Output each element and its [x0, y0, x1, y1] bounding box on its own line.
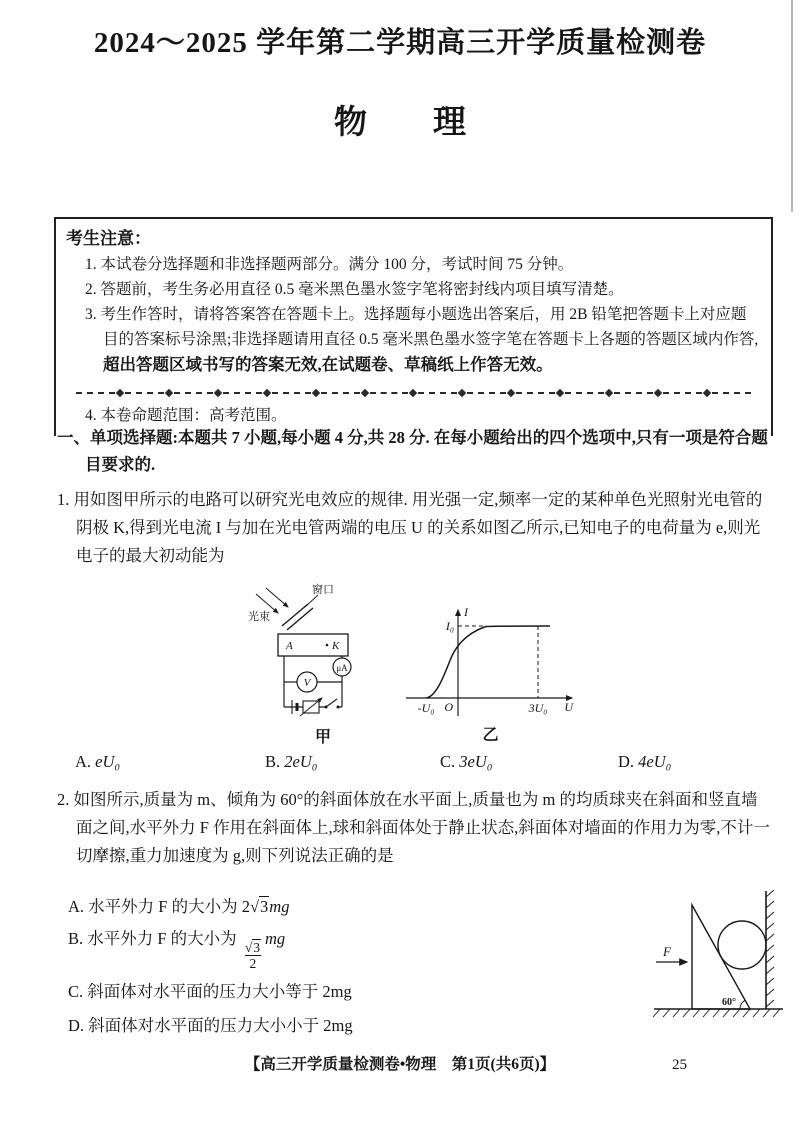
option-formula: 2eU₀	[284, 752, 318, 771]
notice-box	[54, 217, 773, 436]
angle-arc	[740, 1000, 745, 1009]
option-text: D. 斜面体对水平面的压力大小小于 2mg	[68, 1016, 353, 1035]
page-footer: 【高三开学质量检测卷•物理 第1页(共6页)】	[244, 1056, 556, 1073]
notice-item-4: 4. 本卷命题范围：高考范围。	[85, 407, 287, 424]
seal-diamond-icon	[409, 389, 417, 397]
u-axis-label: U	[564, 700, 573, 714]
option-formula: mg	[269, 897, 290, 916]
seal-diamond-icon	[214, 389, 222, 397]
q1-option-D	[618, 752, 671, 772]
seal-diamond-icon	[360, 389, 368, 397]
wedge-diagram	[652, 883, 787, 1029]
q1-option-A	[75, 752, 120, 772]
seal-dash	[223, 392, 262, 394]
seal-dash	[418, 392, 457, 394]
page-corner-number: 25	[672, 1057, 687, 1073]
seal-dash	[125, 392, 164, 394]
seal-cut-line	[74, 388, 753, 398]
neg-u0-label: -U₀	[417, 701, 435, 715]
figure-circuit	[248, 582, 398, 747]
figure-wedge	[652, 883, 787, 1029]
notice-item-3	[85, 302, 761, 378]
question-2-stem: 2. 如图所示,质量为 m、倾角为 60°的斜面体放在水平面上,质量也为 m 的均质球夹在斜面和竖直墙面之间,水平外力 F 作用在斜面体上,球和斜面体处于静止状态,斜面体对墙面的作用力为零,不计一切摩擦,重力加速度为 g,则下列说法正确的是	[57, 790, 770, 865]
option-text: C. 斜面体对水平面的压力大小等于 2mg	[68, 982, 352, 1001]
seal-dash	[370, 392, 409, 394]
seal-dash	[467, 392, 506, 394]
origin-label: O	[444, 700, 453, 714]
option-label: D.	[618, 752, 635, 771]
i0-label: I₀	[445, 619, 454, 633]
option-label: B.	[265, 752, 281, 771]
seal-diamond-icon	[556, 389, 564, 397]
seal-dash	[321, 392, 360, 394]
circuit-diagram	[248, 582, 398, 722]
seal-dash	[663, 392, 702, 394]
option-formula: 3eU₀	[459, 752, 493, 771]
angle-label: 60°	[722, 997, 736, 1008]
seal-diamond-icon	[165, 389, 173, 397]
seal-dash	[565, 392, 604, 394]
3u0-label: 3U₀	[528, 701, 548, 715]
seal-diamond-icon	[703, 389, 711, 397]
seal-dash	[272, 392, 311, 394]
wall-hatching	[766, 890, 774, 1007]
window-label: 窗口	[312, 584, 334, 596]
notice-item-2: 2. 答题前，考生务必用直径 0.5 毫米黑色墨水签字笔将密封线内项目填写清楚。	[85, 281, 624, 298]
q2-option-A	[68, 893, 289, 917]
option-text: A. 水平外力 F 的大小为 2	[68, 897, 250, 916]
option-label: C.	[440, 752, 456, 771]
seal-dash	[76, 392, 115, 394]
seal-dash	[712, 392, 751, 394]
q1-option-C	[440, 752, 493, 772]
notice-item-1: 1. 本试卷分选择题和非选择题两部分。满分 100 分，考试时间 75 分钟。	[85, 256, 574, 273]
section-heading: 一、单项选择题:本题共 7 小题,每小题 4 分,共 28 分. 在每小题给出的四个选项中,只有一项是符合题目要求的.	[57, 428, 768, 474]
figure-caption-yi: 乙	[482, 727, 499, 744]
page-title: 2024～2025 学年第二学期高三开学质量检测卷	[93, 27, 707, 59]
question-1-stem: 1. 用如图甲所示的电路可以研究光电效应的规律. 用光强一定,频率一定的某种单色光照射光电管的阴极 K,得到光电流 I 与加在光电管两端的电压 U 的关系如图乙所示,已知电子的电荷量为 e,则光电子的最大初动能为	[57, 490, 763, 565]
seal-diamond-icon	[458, 389, 466, 397]
seal-diamond-icon	[507, 389, 515, 397]
light-beam-arrow	[266, 588, 288, 607]
option-label: A.	[75, 752, 92, 771]
fraction-expression: $\frac{√3}{2}$	[244, 940, 260, 972]
notice-heading: 考生注意：	[66, 229, 151, 248]
q2-option-C	[68, 978, 352, 1002]
microammeter-label: μA	[336, 663, 348, 673]
option-formula: 4eU₀	[638, 752, 672, 771]
anode-label: A	[286, 640, 293, 652]
q2-option-B	[68, 925, 285, 971]
seal-diamond-icon	[311, 389, 319, 397]
cathode-label: K	[332, 640, 340, 652]
option-text: B. 水平外力 F 的大小为	[68, 929, 241, 948]
option-formula: eU₀	[95, 752, 121, 771]
sqrt-expression: √3	[249, 897, 269, 916]
subject-title: 物 理	[334, 105, 466, 141]
iu-curve	[426, 626, 550, 698]
seal-diamond-icon	[262, 389, 270, 397]
seal-diamond-icon	[605, 389, 613, 397]
iu-graph	[398, 598, 583, 720]
force-label: F	[663, 944, 671, 959]
ball	[718, 921, 766, 969]
voltmeter-label: V	[303, 677, 311, 689]
ground-hatching	[653, 1009, 780, 1017]
notice-item-3-text: 3. 考生作答时，请将答案答在答题卡上。选择题每小题选出答案后，用 2B 铅笔把答题卡上对应题目的答案标号涂黑;非选择题请用直径 0.5 毫米黑色墨水签字笔在答题卡上各题的答题区域内作答,	[85, 306, 759, 348]
seal-diamond-icon	[116, 389, 124, 397]
seal-dash	[516, 392, 555, 394]
seal-dash	[614, 392, 653, 394]
seal-dash	[174, 392, 213, 394]
figure-caption-jia: 甲	[314, 729, 331, 746]
option-formula: mg	[265, 929, 286, 948]
switch	[326, 699, 337, 707]
figure-graph	[398, 598, 583, 745]
q2-option-D	[68, 1012, 353, 1036]
question-1-options	[0, 752, 800, 780]
seal-diamond-icon	[654, 389, 662, 397]
notice-item-3-emphasis: 超出答题区域书写的答案无效,在试题卷、草稿纸上作答无效。	[103, 355, 553, 374]
i-axis-label: I	[464, 605, 468, 619]
beam-label: 光束	[248, 611, 270, 623]
q1-option-B	[265, 752, 318, 772]
